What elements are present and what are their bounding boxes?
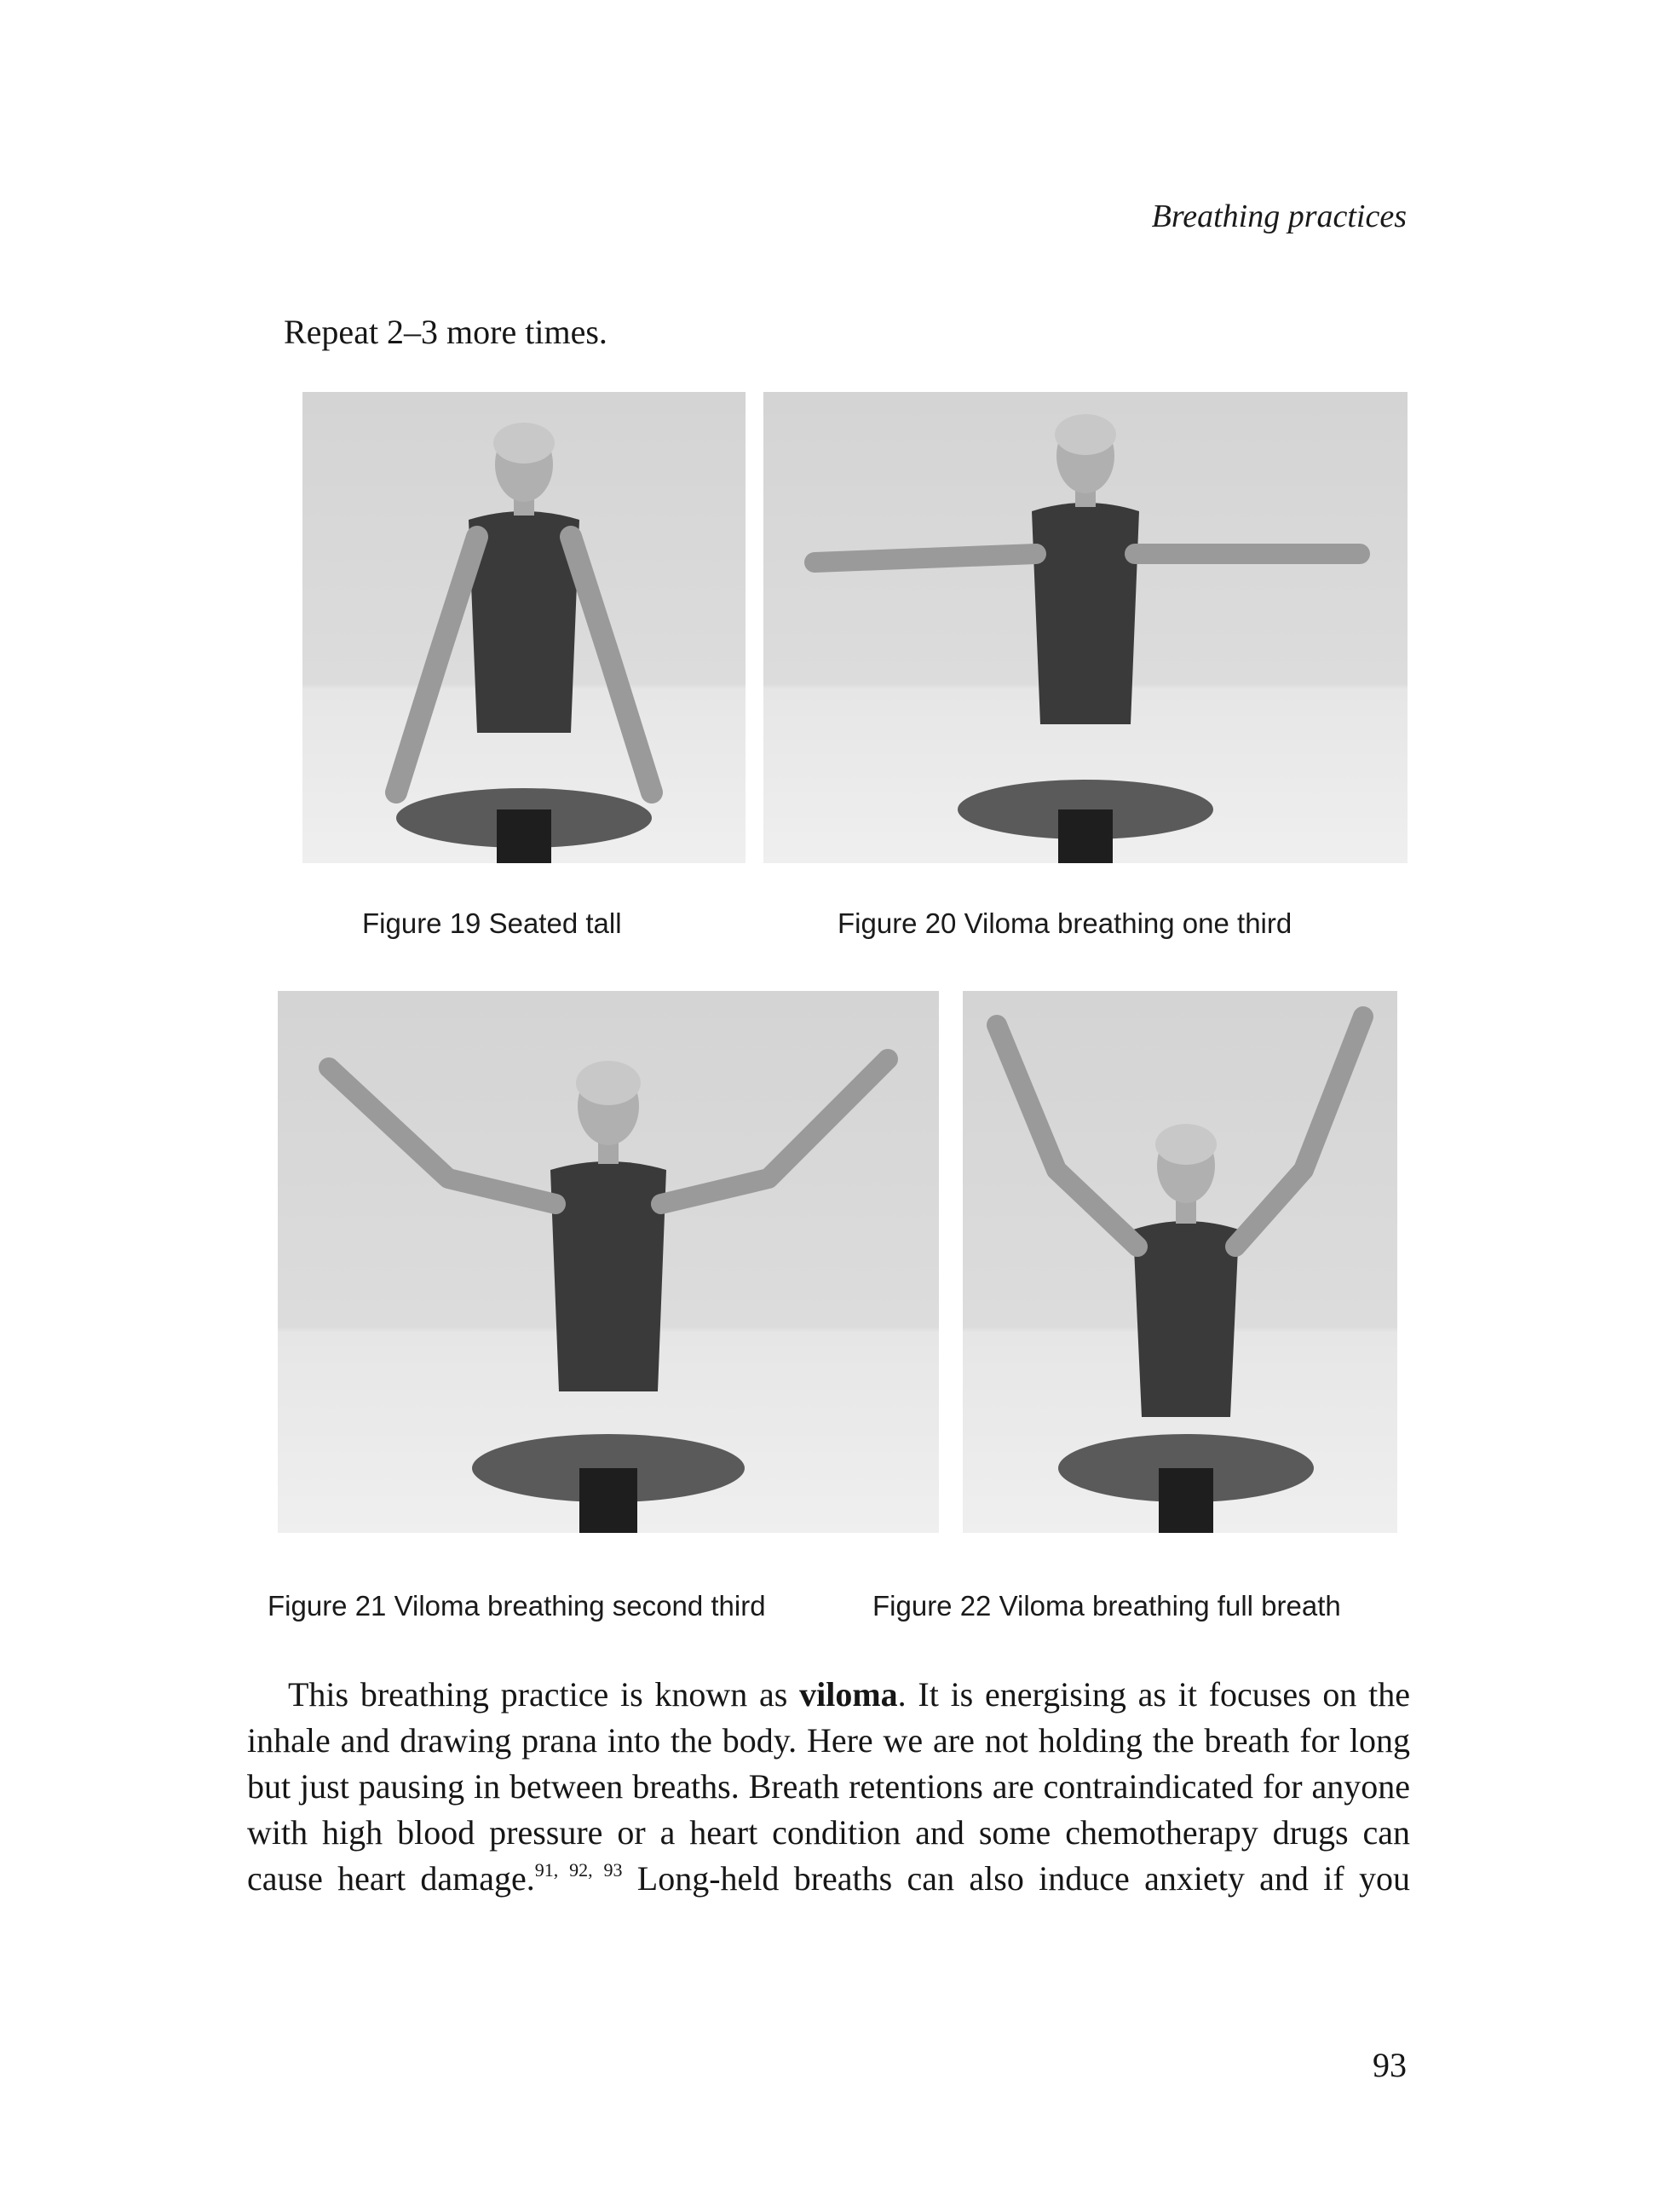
figure-19-photo [302,392,746,863]
body-post: Long-held breaths can also induce anxiety and if you [622,1859,1410,1898]
reference-numbers: 91, 92, 93 [534,1859,623,1881]
figure-22-caption: Figure 22 Viloma breathing full breath [872,1590,1341,1622]
body-paragraph [247,1672,1410,1902]
figure-22-photo [963,991,1397,1533]
figure-19-caption: Figure 19 Seated tall [362,907,622,939]
intro-text: Repeat 2–3 more times. [284,313,607,351]
body-pre: This breathing practice is known as [288,1675,800,1714]
figure-20-caption: Figure 20 Viloma breathing one third [838,907,1292,939]
running-head: Breathing practices [1151,199,1407,234]
figure-21-photo [278,991,939,1533]
page-number: 93 [1373,2046,1407,2084]
figure-20-photo [763,392,1408,863]
body-mid: . It is energising as it focuses on the inhale and drawing prana into the body. Here we are not holding the breath for long but just pausing in between breaths. Breath retentions are contraindicated for anyone with high blood pressure or a heart condition and some chemotherapy drugs can cause heart damage. [247,1675,1410,1898]
viloma-term: viloma [799,1675,898,1714]
figure-21-caption: Figure 21 Viloma breathing second third [268,1590,766,1622]
